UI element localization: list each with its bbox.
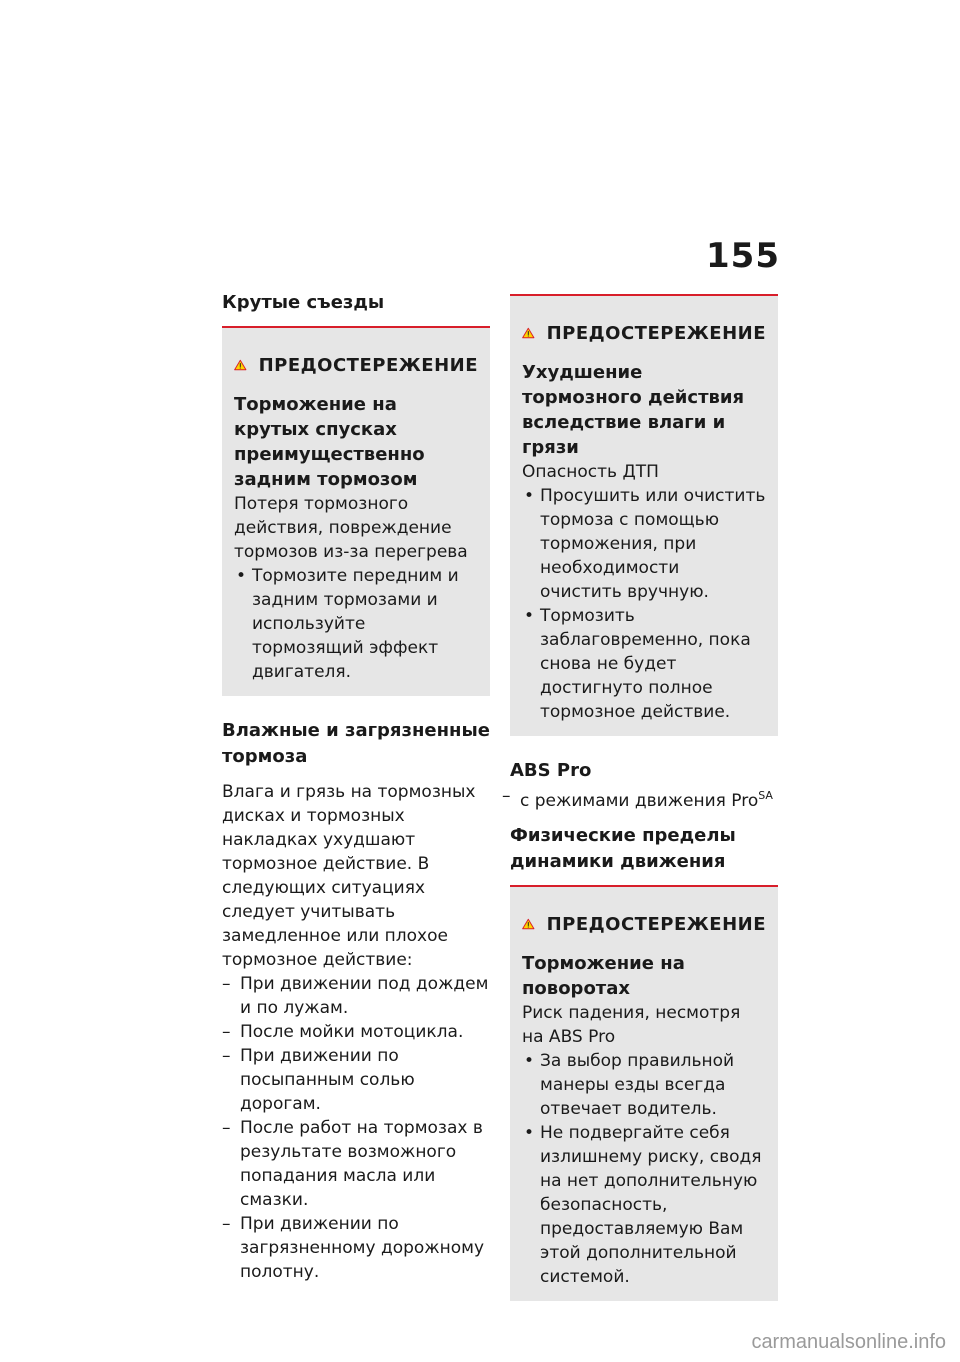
warning-bullet-list — [522, 484, 766, 724]
warning-text: Потеря тормозного действия, повреждение тормозов из-за перегрева — [234, 494, 468, 562]
dash-marker: – — [222, 1046, 231, 1066]
dash-text: После работ на тормозах в результате возможного попадания масла или смазки. — [240, 1118, 483, 1210]
warning-triangle-icon — [234, 348, 247, 382]
dash-marker: – — [222, 974, 231, 994]
dash-marker: – — [222, 1022, 231, 1042]
page-number: 155 — [706, 236, 780, 276]
bullet-marker: • — [524, 606, 535, 626]
dash-text: При движении под дождем и по лужам. — [240, 974, 489, 1018]
warning-header — [522, 316, 766, 350]
dash-text: После мойки мотоцикла. — [240, 1022, 464, 1042]
dash-marker: – — [222, 1214, 231, 1234]
bullet-marker: • — [236, 566, 247, 586]
warning-title: Торможение на крутых спусках преимущественно задним тормозом — [234, 394, 425, 490]
section-title-wet-brakes: Влажные и загрязненные тормоза — [222, 720, 490, 767]
list-item — [222, 1020, 490, 1044]
list-item — [222, 1212, 490, 1284]
warning-triangle-icon — [522, 316, 535, 350]
list-item — [234, 564, 478, 684]
section-title-physical-limits: Физические пределы динамики движения — [510, 825, 736, 872]
list-item — [222, 1116, 490, 1212]
dash-text: При движении по загрязненному дорожному полотну. — [240, 1214, 485, 1282]
warning-label: ПРЕДОСТЕРЕЖЕНИЕ — [258, 354, 478, 376]
dash-list — [222, 972, 490, 1284]
list-item — [222, 1044, 490, 1116]
warning-bullet-list — [522, 1049, 766, 1289]
warning-text: Риск падения, несмотря на ABS Pro — [522, 1003, 741, 1047]
list-item — [502, 784, 778, 813]
bullet-marker: • — [524, 1123, 535, 1143]
dash-text: с режимами движения Pro — [520, 791, 759, 811]
warning-triangle-icon — [522, 907, 535, 941]
body-paragraph: Влага и грязь на тормозных дисках и тормозных накладках ухудшают тормозное действие. В следующих ситуациях следует учитывать замедленное или плохое тормозное действие: — [222, 782, 476, 970]
watermark: carmanualsonline.info — [751, 1331, 946, 1353]
warning-text: Опасность ДТП — [522, 462, 659, 482]
warning-title: Торможение на поворотах — [522, 953, 685, 999]
list-item — [522, 1121, 766, 1289]
list-item — [522, 604, 766, 724]
sa-superscript: SA — [758, 789, 773, 802]
warning-box-descents — [222, 326, 490, 696]
warning-title: Ухудшение тормозного действия вследствие влаги и грязи — [522, 362, 745, 458]
warning-box-wet-brakes — [510, 294, 778, 736]
dash-marker: – — [222, 1118, 231, 1138]
section-title-abs-pro: ABS Pro — [510, 760, 592, 781]
bullet-text: Просушить или очистить тормоза с помощью торможения, при необходимости очистить вручную. — [540, 486, 766, 602]
warning-bullet-list — [234, 564, 478, 684]
dash-text: При движении по посыпанным солью дорогам. — [240, 1046, 415, 1114]
bullet-text: Тормозить заблаговременно, пока снова не будет достигнуто полное тормозное действие. — [540, 606, 751, 722]
bullet-text: Тормозите передним и задним тормозами и используйте тормозящий эффект двигателя. — [252, 566, 459, 682]
left-column — [222, 290, 490, 1284]
right-column — [502, 294, 778, 1301]
section-title-steep-descents: Крутые съезды — [222, 292, 385, 313]
bullet-text: Не подвергайте себя излишнему риску, сводя на нет дополнительную безопасность, предоставляемую Вам этой дополнительной системой. — [540, 1123, 762, 1287]
bullet-marker: • — [524, 1051, 535, 1071]
list-item — [522, 1049, 766, 1121]
warning-header — [234, 348, 478, 382]
dash-marker: – — [502, 786, 511, 806]
warning-label: ПРЕДОСТЕРЕЖЕНИЕ — [546, 913, 766, 935]
abs-dash-list — [502, 784, 778, 813]
warning-box-cornering — [510, 885, 778, 1301]
list-item — [522, 484, 766, 604]
bullet-marker: • — [524, 486, 535, 506]
list-item — [222, 972, 490, 1020]
bullet-text: За выбор правильной манеры езды всегда отвечает водитель. — [540, 1051, 735, 1119]
warning-label: ПРЕДОСТЕРЕЖЕНИЕ — [546, 322, 766, 344]
warning-header — [522, 907, 766, 941]
